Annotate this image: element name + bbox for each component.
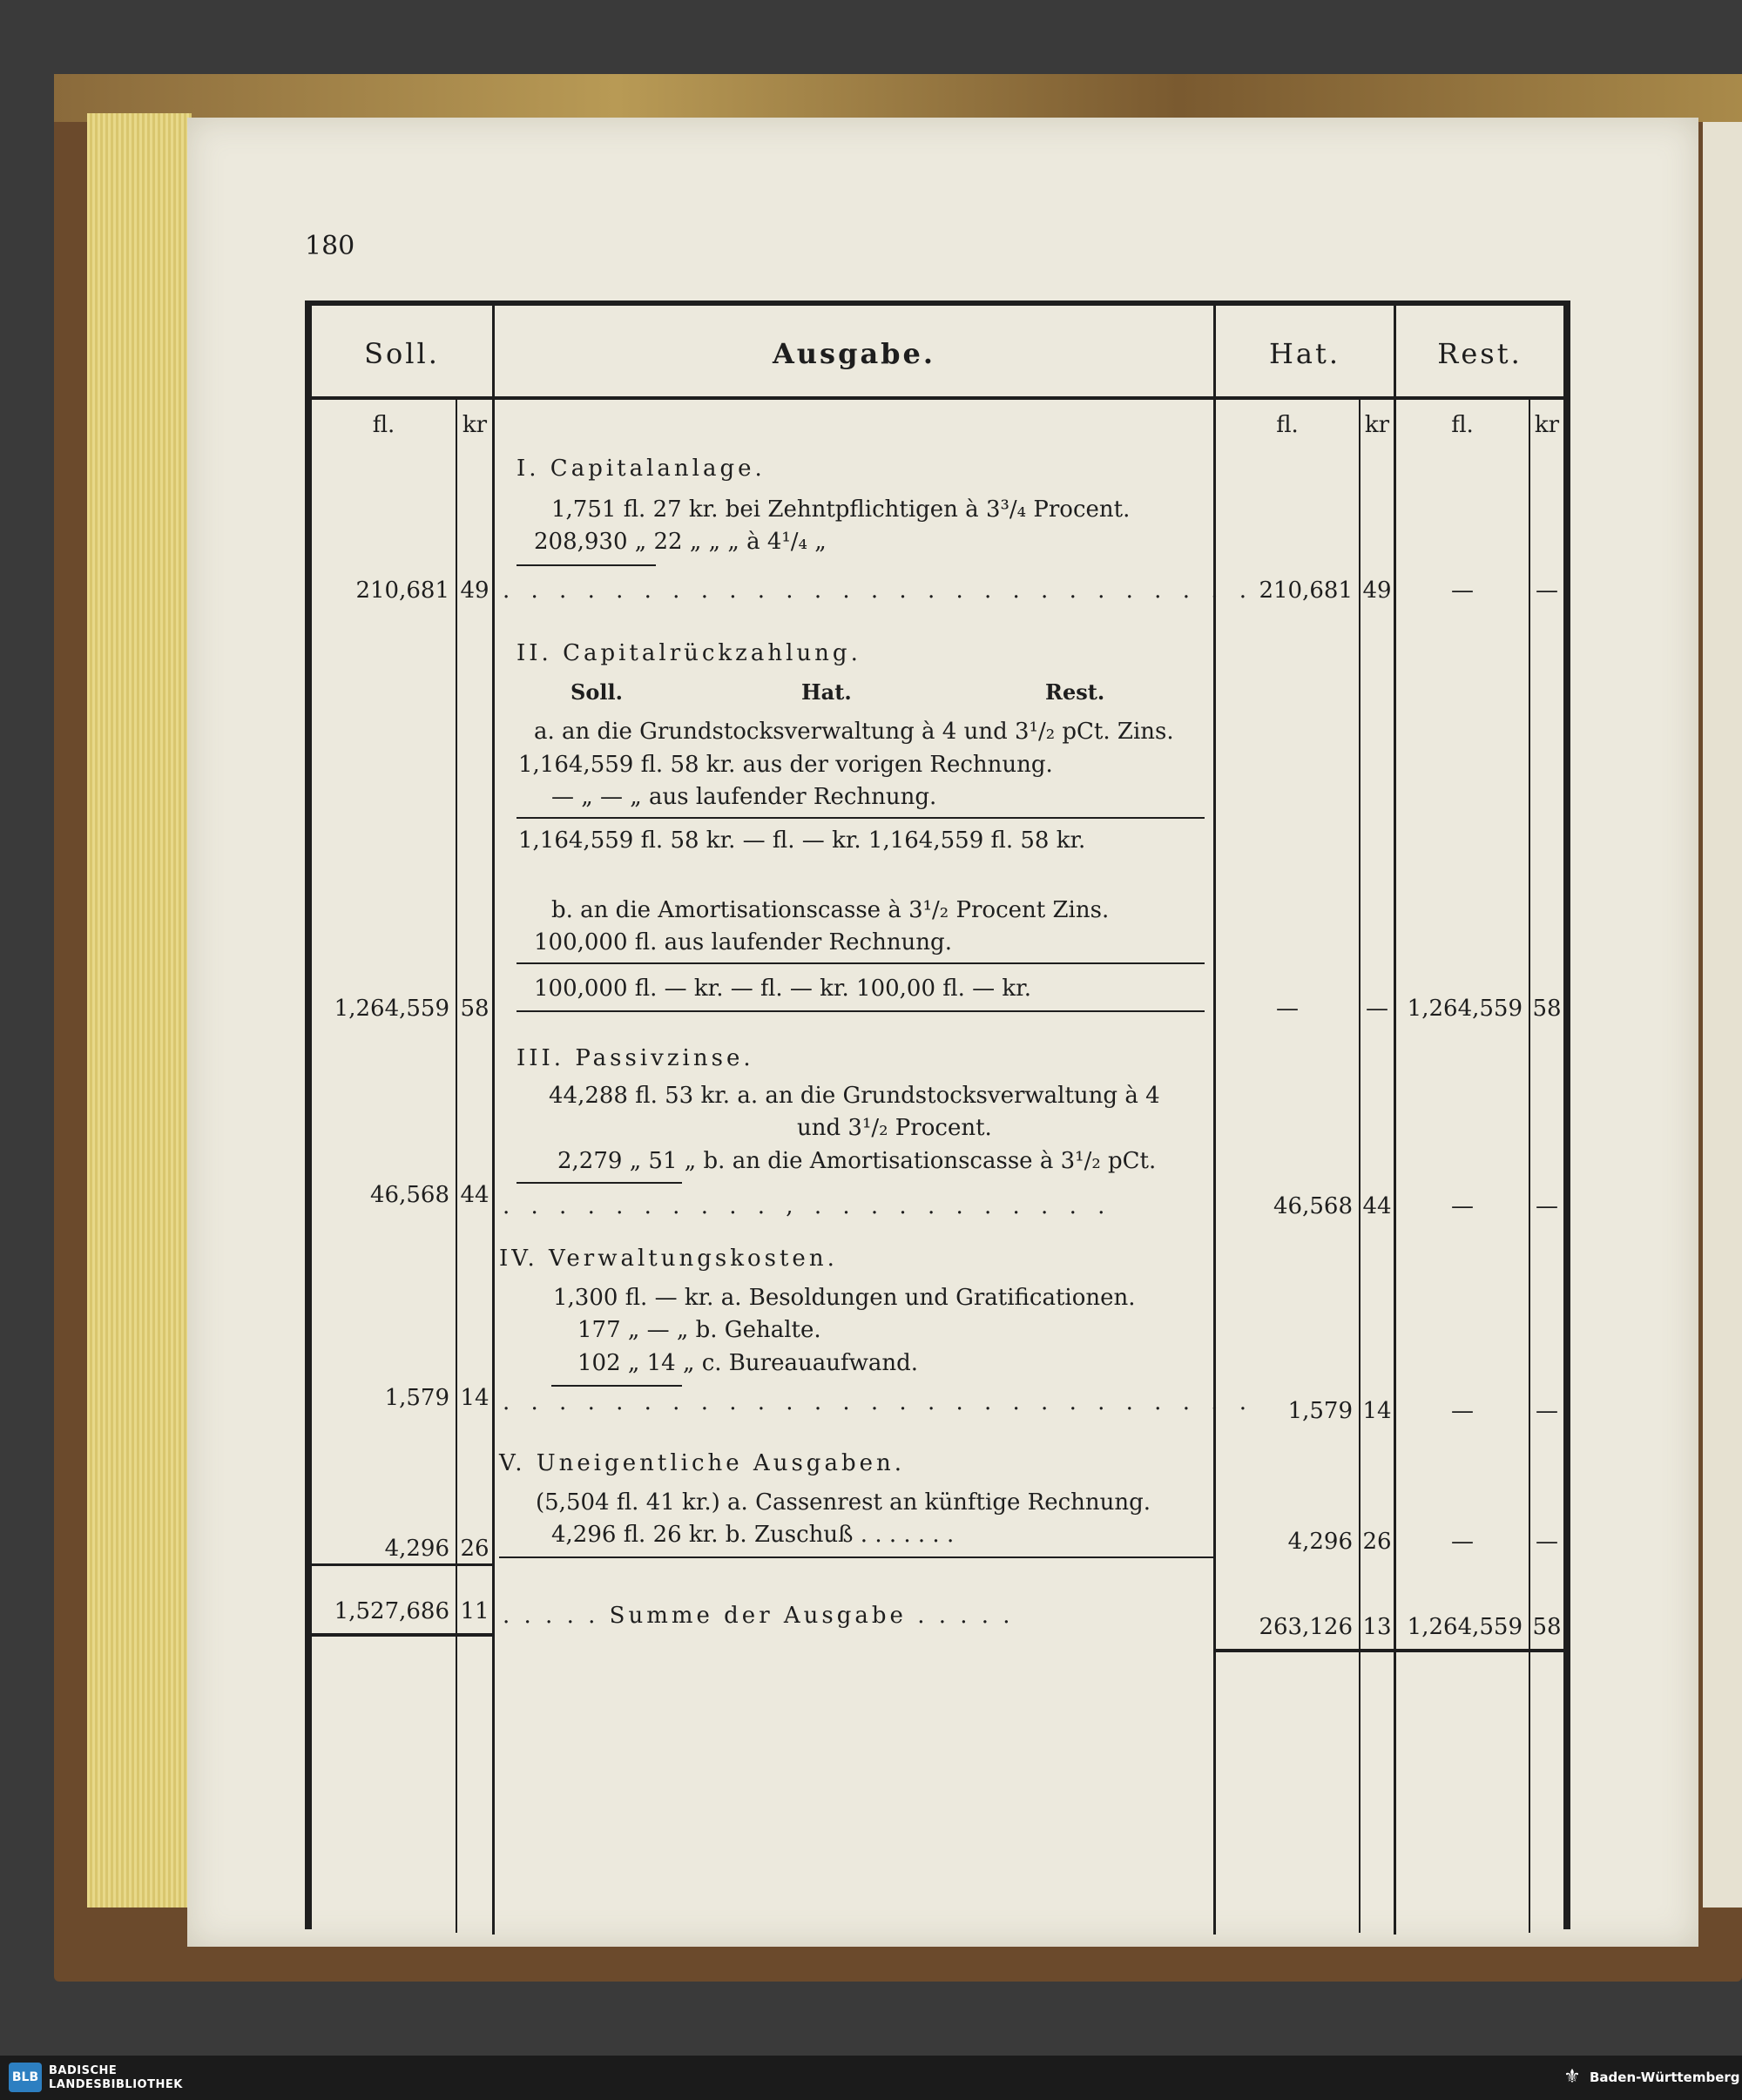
section-3-line-3: 2,279 „ 51 „ b. an die Amortisationscasse à 3¹/₂ pCt. bbox=[557, 1148, 1157, 1174]
section-2-soll-kr: 58 bbox=[460, 996, 490, 1022]
section-4-rest-kr: — bbox=[1536, 1398, 1558, 1424]
header-soll: Soll. bbox=[364, 337, 440, 370]
subheader-soll-kr: kr bbox=[462, 412, 488, 438]
section-4-hat-kr: 14 bbox=[1362, 1398, 1392, 1424]
header-hat: Hat. bbox=[1268, 337, 1340, 370]
section-2-b-total: 100,000 fl. — kr. — fl. — kr. 100,00 fl. — kr. bbox=[534, 976, 1031, 1002]
section-3-line-2: und 3¹/₂ Procent. bbox=[797, 1115, 992, 1141]
section-1-soll-fl: 210,681 bbox=[355, 577, 449, 604]
section-4-rule bbox=[551, 1385, 682, 1387]
scanned-page bbox=[187, 118, 1698, 1947]
section-3-soll-fl: 46,568 bbox=[370, 1182, 449, 1208]
section-1-hat-fl: 210,681 bbox=[1259, 577, 1353, 604]
section-1-hat-kr: 49 bbox=[1362, 577, 1392, 604]
section-2-rest-kr: 58 bbox=[1532, 996, 1562, 1022]
page-number: 180 bbox=[305, 231, 355, 261]
total-rest-fl: 1,264,559 bbox=[1407, 1614, 1523, 1640]
col-line-hat bbox=[1213, 306, 1216, 1935]
section-3-line-1: 44,288 fl. 53 kr. a. an die Grundstocksverwaltung à 4 bbox=[549, 1083, 1160, 1109]
book-top-edge bbox=[54, 74, 1742, 122]
section-2-b-line-1: 100,000 fl. aus laufender Rechnung. bbox=[534, 929, 952, 955]
col-line-hat-kr bbox=[1359, 400, 1361, 1933]
section-4-soll-kr: 14 bbox=[460, 1385, 490, 1411]
total-soll-fl: 1,527,686 bbox=[334, 1598, 449, 1624]
subheader-rest-fl: fl. bbox=[1451, 412, 1474, 438]
section-2-b-rule bbox=[517, 962, 1205, 964]
total-hat-rest-rule bbox=[1216, 1649, 1563, 1652]
section-1-rest-kr: — bbox=[1536, 577, 1558, 604]
section-3-hat-fl: 46,568 bbox=[1273, 1193, 1353, 1219]
section-5-soll-fl: 4,296 bbox=[384, 1536, 449, 1562]
section-5-soll-kr: 26 bbox=[460, 1536, 490, 1562]
section-5-line-1: (5,504 fl. 41 kr.) a. Cassenrest an künftige Rechnung. bbox=[536, 1489, 1151, 1516]
section-4-line-2: 177 „ — „ b. Gehalte. bbox=[577, 1317, 821, 1343]
section-2-a-rule bbox=[517, 817, 1205, 819]
total-soll-double-rule bbox=[312, 1633, 492, 1637]
table-right-border bbox=[1563, 300, 1570, 1929]
section-5-title: V. Uneigentliche Ausgaben. bbox=[499, 1450, 905, 1476]
subheader-soll-fl: fl. bbox=[372, 412, 395, 438]
section-5-hat-fl: 4,296 bbox=[1287, 1529, 1353, 1555]
section-2-sub-hat: Hat. bbox=[801, 679, 852, 705]
header-ausgabe: Ausgabe. bbox=[772, 337, 936, 370]
blb-name-line-2: LANDESBIBLIOTHEK bbox=[49, 2078, 183, 2091]
header-rule bbox=[312, 396, 1563, 400]
footer-bar bbox=[0, 2056, 1742, 2100]
section-2-a-line: a. an die Grundstocksverwaltung à 4 und 3¹/₂ pCt. Zins. bbox=[534, 719, 1174, 745]
bw-label[interactable]: Baden-Württemberg bbox=[1590, 2070, 1740, 2085]
section-3-soll-kr: 44 bbox=[460, 1182, 490, 1208]
section-3-dots: . . . . . . . . . . , . . . . . . . . . . . bbox=[503, 1193, 1112, 1219]
section-1-soll-kr: 49 bbox=[460, 577, 490, 604]
section-2-hat-kr: — bbox=[1366, 996, 1388, 1022]
bw-coat-of-arms-icon: ⚜ bbox=[1563, 2066, 1581, 2088]
facing-page-edge bbox=[1703, 122, 1742, 1908]
total-rest-kr: 58 bbox=[1532, 1614, 1562, 1640]
section-2-rest-fl: 1,264,559 bbox=[1407, 996, 1523, 1022]
blb-logo[interactable]: BLB bbox=[9, 2063, 42, 2092]
section-4-rest-fl: — bbox=[1451, 1398, 1474, 1424]
page-edges bbox=[87, 113, 192, 1908]
section-4-hat-fl: 1,579 bbox=[1287, 1398, 1353, 1424]
section-3-hat-kr: 44 bbox=[1362, 1193, 1392, 1219]
section-4-soll-fl: 1,579 bbox=[384, 1385, 449, 1411]
total-soll-rule bbox=[312, 1563, 492, 1566]
total-hat-kr: 13 bbox=[1362, 1614, 1392, 1640]
col-line-soll bbox=[492, 306, 495, 1935]
section-3-rest-fl: — bbox=[1451, 1193, 1474, 1219]
section-3-rule bbox=[517, 1182, 682, 1184]
section-4-dots: . . . . . . . . . . . . . . . . . . . . . . . . . . . bbox=[503, 1389, 1254, 1415]
header-rest: Rest. bbox=[1437, 337, 1523, 370]
section-4-line-3: 102 „ 14 „ c. Bureauaufwand. bbox=[577, 1350, 918, 1376]
section-1-rest-fl: — bbox=[1451, 577, 1474, 604]
section-5-rest-fl: — bbox=[1451, 1529, 1474, 1555]
total-soll-kr: 11 bbox=[460, 1598, 490, 1624]
section-3-rest-kr: — bbox=[1536, 1193, 1558, 1219]
section-2-a-line-1: 1,164,559 fl. 58 kr. aus der vorigen Rechnung. bbox=[518, 752, 1053, 778]
section-2-sub-soll: Soll. bbox=[571, 679, 623, 705]
section-2-soll-fl: 1,264,559 bbox=[334, 996, 449, 1022]
section-2-b-line: b. an die Amortisationscasse à 3¹/₂ Procent Zins. bbox=[551, 897, 1110, 923]
section-2-a-line-2: — „ — „ aus laufender Rechnung. bbox=[551, 784, 937, 810]
subheader-rest-kr: kr bbox=[1534, 412, 1560, 438]
section-2-b-total-rule bbox=[517, 1010, 1205, 1012]
col-line-soll-kr bbox=[456, 400, 457, 1933]
section-4-title: IV. Verwaltungskosten. bbox=[499, 1246, 838, 1272]
section-1-title: I. Capitalanlage. bbox=[517, 456, 766, 482]
blb-name-line-1: BADISCHE bbox=[49, 2064, 118, 2077]
section-5-hat-kr: 26 bbox=[1362, 1529, 1392, 1555]
total-label: . . . . . Summe der Ausgabe . . . . . bbox=[503, 1603, 1014, 1629]
table-left-border bbox=[305, 300, 312, 1929]
section-5-rule bbox=[499, 1556, 1213, 1558]
subheader-hat-kr: kr bbox=[1364, 412, 1390, 438]
col-line-rest bbox=[1394, 306, 1396, 1935]
section-5-rest-kr: — bbox=[1536, 1529, 1558, 1555]
blb-name bbox=[49, 2064, 183, 2092]
col-line-rest-kr bbox=[1529, 400, 1530, 1933]
section-3-title: III. Passivzinse. bbox=[517, 1045, 754, 1071]
section-1-line-2: 208,930 „ 22 „ „ „ à 4¹/₄ „ bbox=[534, 529, 827, 555]
section-2-hat-fl: — bbox=[1276, 996, 1299, 1022]
section-2-a-total: 1,164,559 fl. 58 kr. — fl. — kr. 1,164,559 fl. 58 kr. bbox=[518, 827, 1086, 854]
section-1-line-1: 1,751 fl. 27 kr. bei Zehntpflichtigen à 3³/₄ Procent. bbox=[551, 496, 1131, 523]
section-4-line-1: 1,300 fl. — kr. a. Besoldungen und Gratificationen. bbox=[553, 1285, 1136, 1311]
subheader-hat-fl: fl. bbox=[1276, 412, 1299, 438]
section-2-title: II. Capitalrückzahlung. bbox=[517, 640, 861, 666]
total-hat-fl: 263,126 bbox=[1259, 1614, 1353, 1640]
section-2-sub-rest: Rest. bbox=[1045, 679, 1105, 705]
section-5-line-2: 4,296 fl. 26 kr. b. Zuschuß . . . . . . . bbox=[551, 1522, 955, 1548]
section-1-dots: . . . . . . . . . . . . . . . . . . . . . . . . . . . bbox=[503, 577, 1254, 604]
section-1-rule bbox=[517, 564, 656, 566]
